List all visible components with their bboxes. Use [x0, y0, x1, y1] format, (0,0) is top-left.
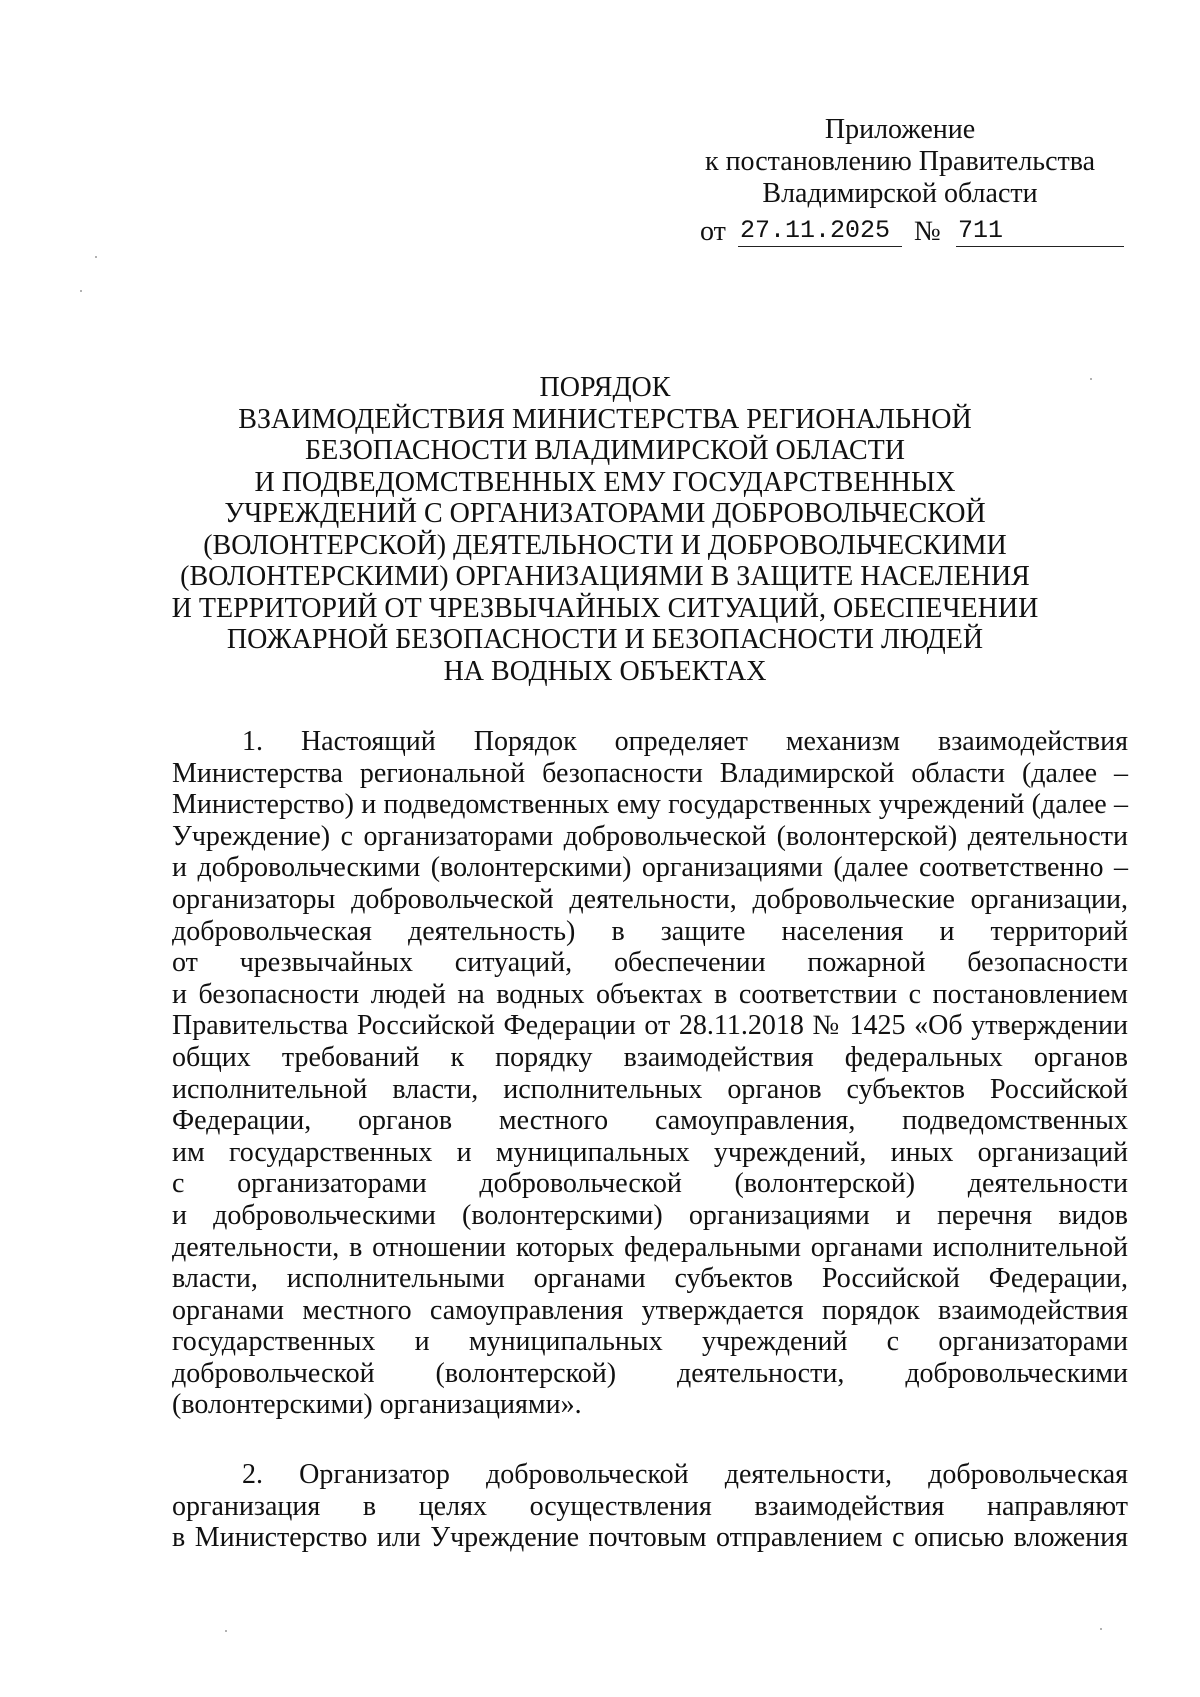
paragraph-line: Учреждение) с организаторами добровольческой (волонтерской) деятельности: [172, 820, 1128, 852]
title-line: И ТЕРРИТОРИЙ ОТ ЧРЕЗВЫЧАЙНЫХ СИТУАЦИЙ, ОБЕСПЕЧЕНИИ: [171, 592, 1039, 624]
title-line: УЧРЕЖДЕНИЙ С ОРГАНИЗАТОРАМИ ДОБРОВОЛЬЧЕСКОЙ: [224, 498, 986, 529]
scan-speck: [225, 1630, 227, 1632]
title-line: НА ВОДНЫХ ОБЪЕКТАХ: [443, 655, 767, 687]
title-line: (ВОЛОНТЕРСКИМИ) ОРГАНИЗАЦИЯМИ В ЗАЩИТЕ НАСЕЛЕНИЯ: [180, 561, 1030, 592]
appendix-header: [690, 114, 1110, 210]
paragraph-line: добровольческой (волонтерской) деятельности, добровольческими: [172, 1357, 1128, 1389]
date-prefix: от: [700, 216, 726, 247]
document-title: [160, 372, 1050, 687]
resolution-number: 711: [956, 216, 1124, 247]
paragraph-2: [172, 1459, 1128, 1554]
title-line: ПОРЯДОК: [539, 372, 671, 403]
paragraph-line: Министерство) и подведомственных ему государственных учреждений (далее –: [172, 789, 1128, 821]
scan-speck: [1100, 1628, 1102, 1630]
paragraph-line: Министерства региональной безопасности Владимирской области (далее –: [172, 757, 1128, 789]
paragraph-line: в Министерство или Учреждение почтовым отправлением с описью вложения: [172, 1522, 1128, 1554]
appendix-date-number: [700, 216, 1120, 250]
title-line: ПОЖАРНОЙ БЕЗОПАСНОСТИ И БЕЗОПАСНОСТИ ЛЮДЕЙ: [226, 624, 984, 655]
title-line: (ВОЛОНТЕРСКОЙ) ДЕЯТЕЛЬНОСТИ И ДОБРОВОЛЬЧЕСКИМИ: [203, 529, 1007, 561]
paragraph-line: органами местного самоуправления утверждается порядок взаимодействия: [172, 1294, 1128, 1326]
paragraph-line: Правительства Российской Федерации от 28.11.2018 № 1425 «Об утверждении: [172, 1010, 1128, 1042]
appendix-title: Приложение: [824, 114, 976, 145]
title-line: И ПОДВЕДОМСТВЕННЫХ ЕМУ ГОСУДАРСТВЕННЫХ: [254, 466, 956, 498]
paragraph-line: деятельности, в отношении которых федеральными органами исполнительной: [172, 1231, 1128, 1263]
appendix-resolution-ref: к постановлению Правительства: [704, 146, 1096, 177]
paragraph-line: и добровольческими (волонтерскими) организациями и перечня видов: [172, 1199, 1128, 1231]
scan-speck: [80, 290, 82, 292]
scan-speck: [95, 256, 97, 258]
paragraph-line: от чрезвычайных ситуаций, обеспечении пожарной безопасности: [172, 947, 1128, 979]
paragraph-line: власти, исполнительными органами субъектов Российской Федерации,: [172, 1263, 1128, 1295]
number-label: №: [914, 216, 941, 247]
paragraph-line: общих требований к порядку взаимодействия федеральных органов: [172, 1041, 1128, 1073]
paragraph-line: добровольческая деятельность) в защите населения и территорий: [172, 915, 1128, 947]
paragraph-line: государственных и муниципальных учреждений с организаторами: [172, 1326, 1128, 1358]
paragraph-line: 1. Настоящий Порядок определяет механизм взаимодействия: [242, 726, 1128, 757]
paragraph-line: организация в целях осуществления взаимодействия направляют: [172, 1490, 1128, 1522]
paragraph-line: 2. Организатор добровольческой деятельности, добровольческая: [242, 1459, 1128, 1490]
paragraph-line: и добровольческими (волонтерскими) организациями (далее соответственно –: [172, 852, 1128, 884]
resolution-date: 27.11.2025: [738, 216, 902, 247]
scan-speck: [1090, 378, 1092, 380]
paragraph-1: [172, 726, 1128, 1421]
paragraph-line: организаторы добровольческой деятельности, добровольческие организации,: [172, 883, 1128, 915]
title-line: БЕЗОПАСНОСТИ ВЛАДИМИРСКОЙ ОБЛАСТИ: [305, 435, 905, 466]
paragraph-line: (волонтерскими) организациями».: [172, 1389, 582, 1421]
paragraph-line: исполнительной власти, исполнительных органов субъектов Российской: [172, 1073, 1128, 1105]
title-line: ВЗАИМОДЕЙСТВИЯ МИНИСТЕРСТВА РЕГИОНАЛЬНОЙ: [238, 403, 972, 435]
appendix-region: Владимирской области: [762, 178, 1038, 209]
paragraph-line: и безопасности людей на водных объектах в соответствии с постановлением: [172, 978, 1128, 1010]
paragraph-line: им государственных и муниципальных учреждений, иных организаций: [172, 1136, 1128, 1168]
paragraph-line: с организаторами добровольческой (волонтерской) деятельности: [172, 1168, 1128, 1200]
paragraph-line: Федерации, органов местного самоуправления, подведомственных: [172, 1105, 1128, 1137]
